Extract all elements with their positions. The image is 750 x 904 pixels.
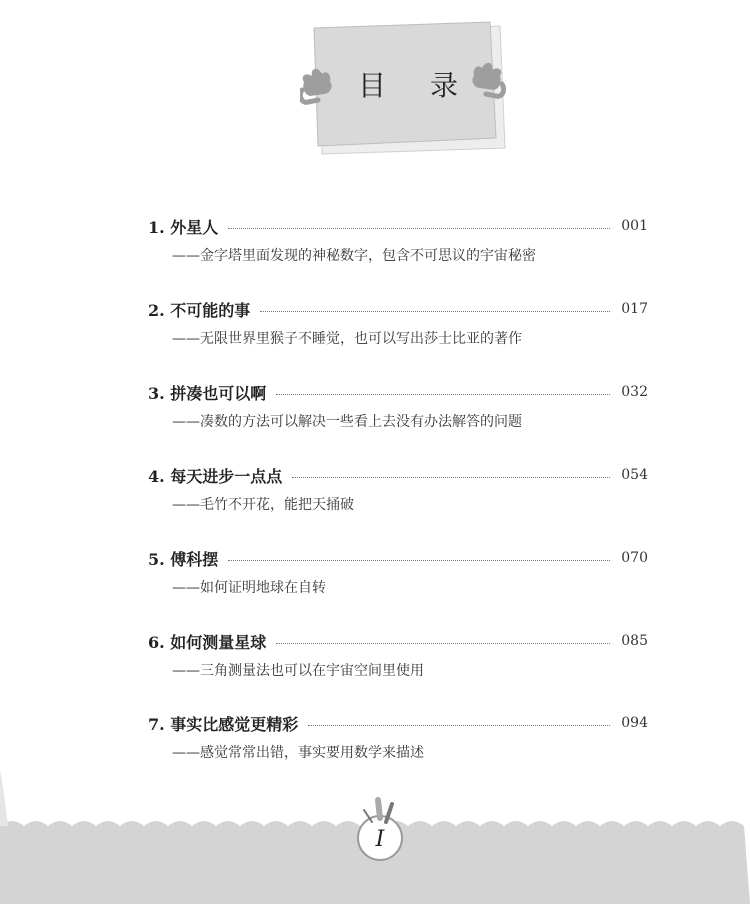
toc-leader-dots (276, 643, 610, 644)
toc-entry[interactable] (148, 462, 648, 522)
toc-entry-line (148, 296, 648, 322)
toc-entry-line (148, 213, 648, 239)
toc-entry-subtitle: ——三角测量法也可以在宇宙空间里使用 (172, 663, 424, 679)
toc-entry-subtitle: ——毛竹不开花，能把天捅破 (172, 497, 354, 513)
toc-entry-line (148, 628, 648, 654)
page-title (358, 64, 458, 104)
toc-leader-dots (292, 477, 610, 478)
toc-entry-line (148, 379, 648, 405)
toc-entry-title: 5. 傅科摆 (148, 549, 219, 569)
toc-entry-title: 4. 每天进步一点点 (148, 466, 283, 486)
toc-leader-dots (228, 560, 610, 561)
toc-entry[interactable] (148, 296, 648, 356)
toc-entry-page: 054 (621, 467, 648, 483)
toc-entry-page: 032 (621, 384, 648, 400)
toc-entry[interactable] (148, 628, 648, 688)
toc-entry-subtitle: ——无限世界里猴子不睡觉，也可以写出莎士比亚的著作 (172, 331, 522, 347)
toc-entry-title: 6. 如何测量星球 (148, 632, 267, 652)
toc-entry-title: 3. 拼凑也可以啊 (148, 383, 267, 403)
toc-entry-page: 017 (621, 301, 648, 317)
toc-entry-subtitle: ——感觉常常出错，事实要用数学来描述 (172, 745, 424, 761)
toc-entry-title: 1. 外星人 (148, 217, 219, 237)
toc-entry-line (148, 462, 648, 488)
toc-leader-dots (260, 311, 610, 312)
toc-entry-title: 2. 不可能的事 (148, 300, 251, 320)
toc-entry[interactable] (148, 379, 648, 439)
toc-leader-dots (276, 394, 610, 395)
toc-leader-dots (308, 725, 610, 726)
toc-entry-line (148, 710, 648, 736)
toc-entry-page: 070 (621, 550, 648, 566)
toc-leader-dots (228, 228, 610, 229)
title-card (300, 20, 510, 160)
toc-entry-page: 085 (621, 633, 648, 649)
toc-entry-subtitle: ——如何证明地球在自转 (172, 580, 326, 596)
toc-entry[interactable] (148, 213, 648, 273)
toc-entry-title: 7. 事实比感觉更精彩 (148, 714, 299, 734)
toc-entry-page: 001 (621, 218, 648, 234)
page-title-char-1: 目 (358, 69, 387, 102)
toc-entry-subtitle: ——凑数的方法可以解决一些看上去没有办法解答的问题 (172, 414, 522, 430)
toc-entry-line (148, 545, 648, 571)
toc-entry-subtitle: ——金字塔里面发现的神秘数字，包含不可思议的宇宙秘密 (172, 248, 536, 264)
toc-entry-page: 094 (621, 715, 648, 731)
toc-entry[interactable] (148, 545, 648, 605)
page-title-char-2: 录 (429, 69, 458, 102)
page-number: I (375, 827, 385, 852)
